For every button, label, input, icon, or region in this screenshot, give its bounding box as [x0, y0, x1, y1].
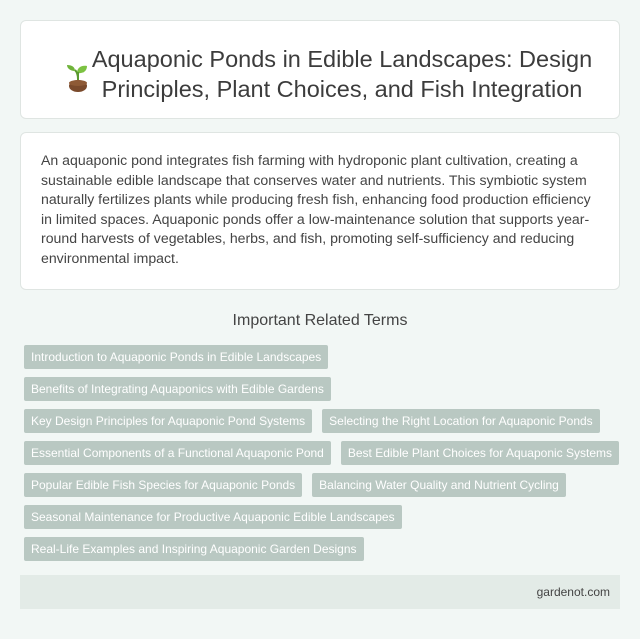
related-term-tag[interactable]: Seasonal Maintenance for Productive Aquaponic Edible Landscapes	[24, 505, 402, 529]
page-title: Aquaponic Ponds in Edible Landscapes: Design Principles, Plant Choices, and Fish Integration	[91, 46, 593, 102]
summary-card	[20, 132, 620, 290]
seedling-icon	[65, 64, 91, 92]
related-term-tag[interactable]: Key Design Principles for Aquaponic Pond Systems	[24, 409, 312, 433]
footer	[20, 575, 620, 609]
related-term-tag[interactable]: Popular Edible Fish Species for Aquaponic Ponds	[24, 473, 302, 497]
related-terms-heading: Important Related Terms	[232, 312, 408, 329]
summary-text: An aquaponic pond integrates fish farming with hydroponic plant cultivation, creating a sustainable edible landscape that conserves water and nutrients. This symbiotic system naturally fertilizes plants while producing fresh fish, enhancing food production efficiency in limited spaces. Aquaponic ponds offer a low-maintenance solution that supports year-round harvests of vegetables, herbs, and fish, promoting self-sufficiency and reducing environmental impact.	[41, 152, 591, 266]
title-card	[20, 20, 620, 119]
related-term-tag[interactable]: Introduction to Aquaponic Ponds in Edible Landscapes	[24, 345, 328, 369]
related-terms-list	[20, 345, 620, 561]
related-term-tag[interactable]: Real-Life Examples and Inspiring Aquaponic Garden Designs	[24, 537, 364, 561]
related-term-tag[interactable]: Benefits of Integrating Aquaponics with Edible Gardens	[24, 377, 331, 401]
footer-site-link[interactable]: gardenot.com	[536, 585, 610, 599]
related-term-tag[interactable]: Best Edible Plant Choices for Aquaponic Systems	[341, 441, 619, 465]
related-term-tag[interactable]: Selecting the Right Location for Aquaponic Ponds	[322, 409, 600, 433]
related-term-tag[interactable]: Balancing Water Quality and Nutrient Cycling	[312, 473, 566, 497]
related-term-tag[interactable]: Essential Components of a Functional Aquaponic Pond	[24, 441, 331, 465]
